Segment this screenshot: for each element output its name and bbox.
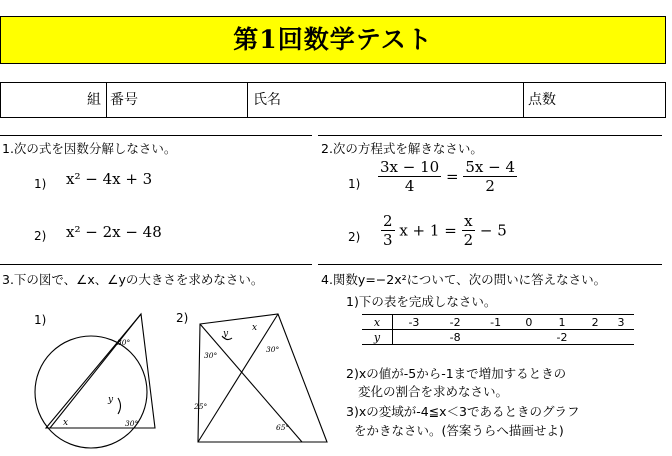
table-row bbox=[362, 330, 634, 345]
q2-item1-equation: $\frac{3x - 10}{4}$ = $\frac{5x - 4}{2}$ bbox=[380, 158, 515, 195]
fraction-numerator: 5x − 4 bbox=[465, 158, 515, 176]
table-cell: 1 bbox=[558, 315, 566, 329]
table-cell bbox=[608, 330, 634, 345]
fraction-denominator: 4 bbox=[404, 177, 415, 195]
table-cell bbox=[516, 330, 542, 345]
table-cell: -8 bbox=[449, 330, 461, 344]
fig2-angle-bottom-right: 65° bbox=[276, 423, 290, 432]
q4-heading: 4.関数y=−2x²について、次の問いに答えなさい。 bbox=[321, 272, 607, 287]
table-row bbox=[362, 315, 634, 330]
fig1-triangle bbox=[46, 314, 155, 428]
fraction-denominator: 3 bbox=[383, 231, 393, 249]
table-cell: -3 bbox=[408, 315, 420, 329]
table-header-y: y bbox=[362, 330, 393, 345]
table-cell: 0 bbox=[525, 315, 533, 329]
fig2-label: 2) bbox=[176, 311, 189, 325]
name-label: 氏名 bbox=[253, 92, 281, 108]
q4-sub2-line2: 変化の割合を求めなさい。 bbox=[358, 384, 509, 399]
fig1-label: 1) bbox=[34, 313, 47, 327]
table-cell bbox=[582, 330, 608, 345]
q4-sub2-line1: 2)xの値が-5から-1まで増加するときの bbox=[346, 366, 567, 381]
fig2-var-y: y bbox=[223, 329, 229, 339]
fig2-angle-top-right: 30° bbox=[266, 345, 280, 354]
fraction-denominator: 2 bbox=[485, 177, 495, 195]
class-label: 組 bbox=[87, 92, 101, 108]
fraction-numerator: 3x − 10 bbox=[380, 158, 440, 176]
fig1-chord-line bbox=[50, 314, 141, 428]
fraction-numerator: x bbox=[462, 212, 476, 231]
q3-heading: 3.下の図で、∠x、∠yの大きさを求めなさい。 bbox=[2, 272, 264, 287]
q4-sub3-line1: 3)xの変域が-4≦x＜3であるときのグラフ bbox=[346, 404, 580, 419]
section-rule bbox=[318, 264, 662, 265]
q4-sub3-line2: をかきなさい。(答案うらへ描画せよ) bbox=[354, 423, 564, 438]
equation-text: x + 1 = bbox=[399, 221, 457, 240]
fig1-var-x: x bbox=[63, 418, 69, 428]
fig1-angle-arc bbox=[118, 398, 121, 414]
fig1-angle-right: 30° bbox=[125, 419, 139, 428]
table-cell: -1 bbox=[490, 315, 502, 329]
section-rule bbox=[0, 135, 312, 136]
table-cell bbox=[393, 330, 435, 345]
q2-item1-label: 1) bbox=[348, 177, 361, 191]
fig2-quadrilateral bbox=[198, 314, 327, 442]
q2-heading: 2.次の方程式を解きなさい。 bbox=[321, 141, 483, 156]
divider bbox=[247, 83, 248, 117]
q1-item1-expr: x² − 4x + 3 bbox=[66, 170, 153, 188]
section-rule bbox=[318, 135, 662, 136]
section-rule bbox=[0, 264, 312, 265]
fraction-numerator: 2 bbox=[383, 212, 393, 230]
fig2-diagonal bbox=[198, 314, 278, 442]
fig1-var-y: y bbox=[108, 395, 114, 405]
table-header-x: x bbox=[362, 315, 393, 330]
table-cell bbox=[475, 330, 516, 345]
q2-item2-equation bbox=[381, 212, 507, 249]
q2-item2-label: 2) bbox=[348, 230, 361, 244]
fig1-angle-top: 30° bbox=[117, 338, 131, 347]
student-info-row bbox=[0, 82, 666, 118]
fraction-denominator: 2 bbox=[463, 231, 474, 249]
divider bbox=[106, 83, 107, 117]
q1-item2-expr: x² − 2x − 48 bbox=[66, 223, 162, 241]
equation-text: − 5 bbox=[479, 221, 507, 240]
table-cell: -2 bbox=[556, 330, 568, 344]
page-title: 第1回数学テスト bbox=[233, 25, 433, 54]
score-label: 点数 bbox=[528, 92, 556, 108]
q1-item2-label: 2) bbox=[34, 229, 47, 243]
table-cell: 2 bbox=[591, 315, 599, 329]
title-bar bbox=[0, 16, 666, 64]
value-table bbox=[362, 314, 634, 345]
table-cell: 3 bbox=[617, 315, 625, 329]
fig2-angle-top-left: 30° bbox=[204, 351, 218, 360]
table-cell: -2 bbox=[449, 315, 461, 329]
q1-heading: 1.次の式を因数分解しなさい。 bbox=[2, 141, 177, 156]
fig1-circle bbox=[35, 336, 147, 448]
divider bbox=[523, 83, 524, 117]
geometry-figures bbox=[0, 290, 340, 456]
q1-item1-label: 1) bbox=[34, 177, 47, 191]
number-label: 番号 bbox=[110, 92, 138, 108]
q4-sub1: 1)下の表を完成しなさい。 bbox=[346, 294, 497, 309]
fig2-angle-left: 25° bbox=[194, 402, 208, 411]
fig2-var-x: x bbox=[252, 323, 258, 333]
